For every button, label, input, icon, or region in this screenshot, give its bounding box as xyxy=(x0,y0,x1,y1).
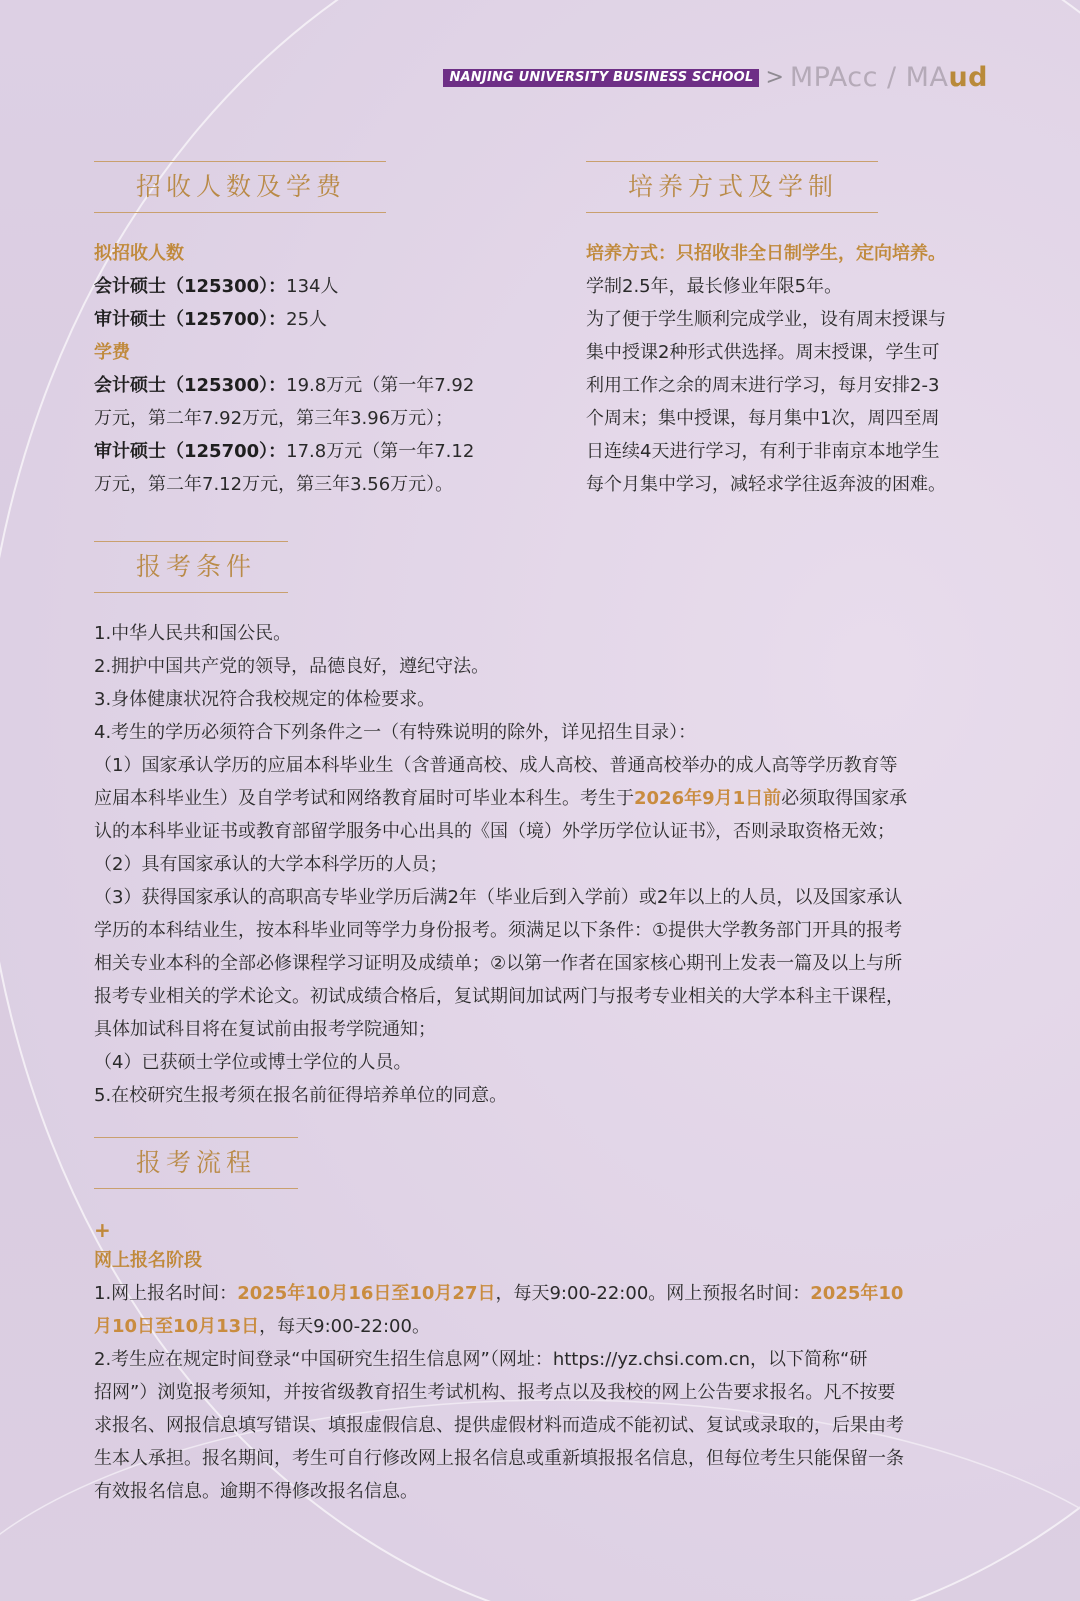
school-name: NANJING UNIVERSITY BUSINESS SCHOOL xyxy=(443,69,759,87)
fee-audit-cont: 万元，第二年7.12万元，第三年3.56万元）。 xyxy=(94,474,454,495)
process-line: 有效报名信息。逾期不得修改报名信息。 xyxy=(94,1481,418,1502)
condition-line: （3）获得国家承认的高职高专毕业学历后满2年（毕业后到入学前）或2年以上的人员，以及国家承认 xyxy=(94,887,903,908)
training-mode: 培养方式：只招收非全日制学生，定向培养。 xyxy=(586,243,946,264)
quota-accounting: 会计硕士（125300）：134人 xyxy=(94,276,339,297)
condition-line: 4.考生的学历必须符合下列条件之一（有特殊说明的除外，详见招生目录）： xyxy=(94,722,697,743)
section-heading-enrollment xyxy=(94,161,386,213)
condition-line: 具体加试科目将在复试前由报考学院通知； xyxy=(94,1019,436,1040)
section-title: 报考流程 xyxy=(136,1148,257,1177)
training-line: 每个月集中学习，减轻求学往返奔波的困难。 xyxy=(586,474,946,495)
training-line: 个周末；集中授课，每月集中1次，周四至周 xyxy=(586,408,940,429)
program-name: MPAcc / MAud xyxy=(789,62,988,93)
condition-line: 学历的本科结业生，按本科毕业同等学力身份报考。须满足以下条件：①提供大学教务部门开具的报考 xyxy=(94,920,903,941)
training-line: 为了便于学生顺利完成学业，设有周末授课与 xyxy=(586,309,946,330)
chevron-right-icon: > xyxy=(765,65,784,90)
fee-audit: 审计硕士（125700）：17.8万元（第一年7.12 xyxy=(94,441,475,462)
process-line: 求报名、网报信息填写错误、填报虚假信息、提供虚假材料而造成不能初试、复试或录取的，后果由考 xyxy=(94,1415,904,1436)
condition-line: 1.中华人民共和国公民。 xyxy=(94,623,292,644)
condition-line: （1）国家承认学历的应届本科毕业生（含普通高校、成人高校、普通高校举办的成人高等学历教育等 xyxy=(94,755,898,776)
quota-label: 拟招收人数 xyxy=(94,243,184,264)
section-title: 培养方式及学制 xyxy=(628,172,839,201)
section-heading-conditions xyxy=(94,541,288,593)
stage-label: 网上报名阶段 xyxy=(94,1250,202,1271)
condition-line: （4）已获硕士学位或博士学位的人员。 xyxy=(94,1052,412,1073)
training-content xyxy=(586,237,1006,501)
condition-line: （2）具有国家承认的大学本科学历的人员； xyxy=(94,854,448,875)
quota-audit: 审计硕士（125700）：25人 xyxy=(94,309,328,330)
condition-line: 报考专业相关的学术论文。初试成绩合格后，复试期间加试两门与报考专业相关的大学本科主干课程， xyxy=(94,986,904,1007)
condition-line: 相关专业本科的全部必修课程学习证明及成绩单；②以第一作者在国家核心期刊上发表一篇及以上与所 xyxy=(94,953,903,974)
process-line: 月10日至10月13日，每天9:00-22:00。 xyxy=(94,1316,430,1337)
condition-line: 3.身体健康状况符合我校规定的体检要求。 xyxy=(94,689,436,710)
training-line: 利用工作之余的周末进行学习，每月安排2-3 xyxy=(586,375,940,396)
condition-line: 认的本科毕业证书或教育部留学服务中心出具的《国（境）外学历学位认证书》，否则录取资格无效； xyxy=(94,821,895,842)
process-line: 2.考生应在规定时间登录“中国研究生招生信息网”（网址：https://yz.chsi.com.cn，以下简称“研 xyxy=(94,1349,868,1370)
enrollment-content xyxy=(94,237,544,501)
deadline-highlight: 2026年9月1日前 xyxy=(634,788,782,809)
section-title: 报考条件 xyxy=(136,552,257,581)
training-line: 集中授课2种形式供选择。周末授课，学生可 xyxy=(586,342,940,363)
fee-label: 学费 xyxy=(94,342,130,363)
section-heading-process xyxy=(94,1137,298,1189)
condition-line: 应届本科毕业生）及自学考试和网络教育届时可毕业本科生。考生于2026年9月1日前必须取得国家承 xyxy=(94,788,908,809)
training-line: 日连续4天进行学习，有利于非南京本地学生 xyxy=(586,441,940,462)
brand-header xyxy=(443,64,988,92)
condition-line: 2.拥护中国共产党的领导，品德良好，遵纪守法。 xyxy=(94,656,490,677)
plus-icon: + xyxy=(94,1218,111,1242)
conditions-content xyxy=(94,617,994,1112)
condition-line: 5.在校研究生报考须在报名前征得培养单位的同意。 xyxy=(94,1085,508,1106)
process-line: 1.网上报名时间：2025年10月16日至10月27日，每天9:00-22:00。网上预报名时间：2025年10 xyxy=(94,1283,904,1304)
training-line: 学制2.5年，最长修业年限5年。 xyxy=(586,276,843,297)
section-heading-training xyxy=(586,161,878,213)
fee-accounting: 会计硕士（125300）：19.8万元（第一年7.92 xyxy=(94,375,475,396)
process-content xyxy=(94,1244,994,1508)
process-line: 生本人承担。报名期间，考生可自行修改网上报名信息或重新填报报名信息，但每位考生只能保留一条 xyxy=(94,1448,904,1469)
section-title: 招收人数及学费 xyxy=(136,172,347,201)
fee-accounting-cont: 万元，第二年7.92万元，第三年3.96万元）； xyxy=(94,408,454,429)
process-line: 招网”）浏览报考须知，并按省级教育招生考试机构、报考点以及我校的网上公告要求报名。凡不按要 xyxy=(94,1382,896,1403)
